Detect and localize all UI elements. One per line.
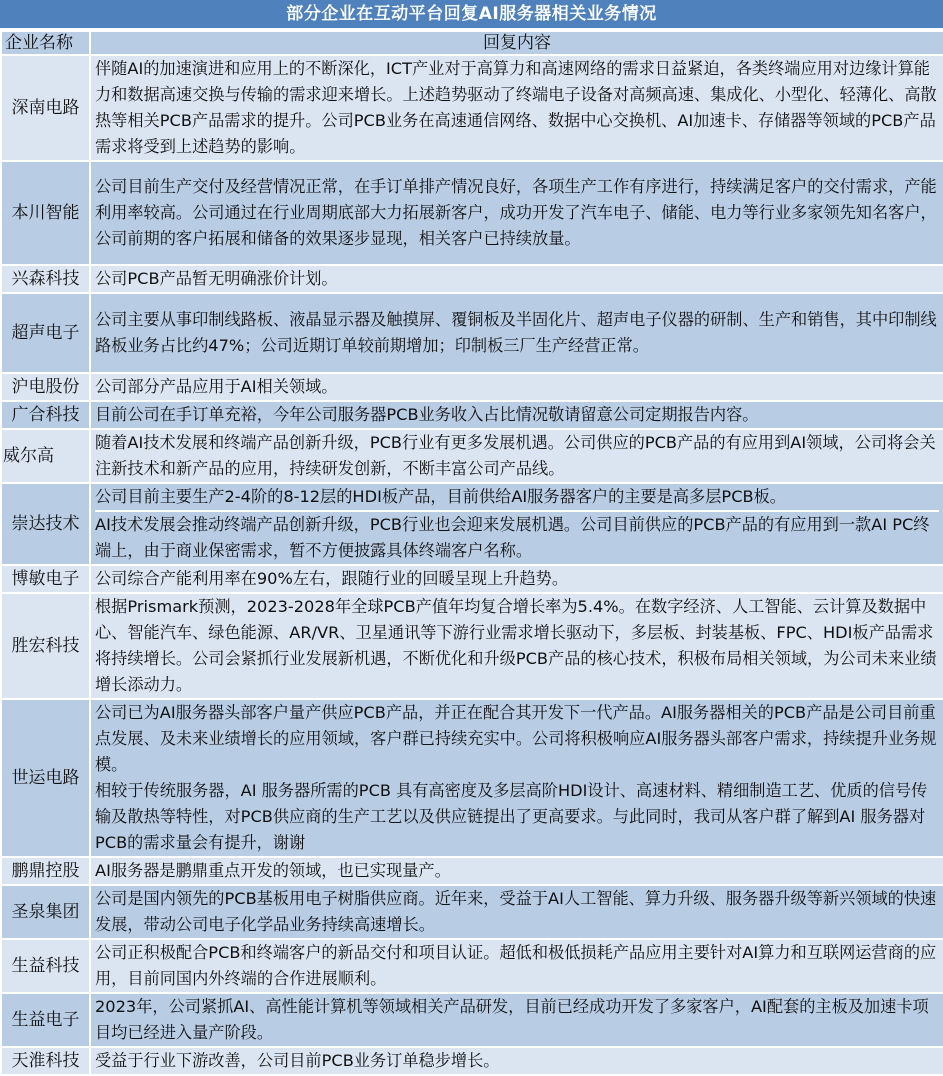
- reply-paragraph: 目前公司在手订单充裕，今年公司服务器PCB业务收入占比情况敬请留意公司定期报告内容。: [95, 405, 759, 424]
- table-row: [1, 699, 943, 857]
- table-row: [1, 993, 943, 1047]
- table-row: [1, 161, 943, 265]
- company-name-cell: 圣泉集团: [1, 885, 90, 939]
- company-name-cell: 兴森科技: [1, 265, 90, 293]
- company-name-cell: 广合科技: [1, 401, 90, 429]
- table-row: [1, 1047, 943, 1075]
- reply-paragraph: 根据Prismark预测，2023-2028年全球PCB产值年均复合增长率为5.4%。在数字经济、人工智能、云计算及数据中心、智能汽车、绿色能源、AR/VR、卫星通讯等下游行业需求增长驱动下，多层板、封装基板、FPC、HDI板产品需求将持续增长。公司会紧抓行业发展新机遇，不断优化和升级PCB产品的核心技术，积极布局相关领域，为公司未来业绩增长添动力。: [95, 597, 937, 694]
- reply-content-cell: [90, 483, 943, 565]
- reply-paragraph: 公司目前主要生产2-4阶的8-12层的HDI板产品，目前供给AI服务器客户的主要是高多层PCB板。: [95, 484, 939, 512]
- company-name-cell: 胜宏科技: [1, 593, 90, 699]
- reply-content-cell: [90, 161, 943, 265]
- table-row: [1, 401, 943, 429]
- table-row: [1, 373, 943, 401]
- reply-paragraph: 公司正积极配合PCB和终端客户的新品交付和项目认证。超低和极低损耗产品应用主要针对AI算力和互联网运营商的应用，目前同国内外终端的合作进展顺利。: [95, 943, 937, 988]
- table-header-row: [1, 31, 943, 55]
- table-row: [1, 293, 943, 373]
- reply-paragraph: 伴随AI的加速演进和应用上的不断深化，ICT产业对于高算力和高速网络的需求日益紧迫，各类终端应用对边缘计算能力和数据高速交换与传输的需求迎来增长。上述趋势驱动了终端电子设备对高频高速、集成化、小型化、轻薄化、高散热等相关PCB产品需求的提升。公司PCB业务在高速通信网络、数据中心交换机、AI加速卡、存储器等领域的PCB产品需求将受到上述趋势的影响。: [95, 59, 937, 156]
- reply-paragraph: 公司是国内领先的PCB基板用电子树脂供应商。近年来，受益于AI人工智能、算力升级、服务器升级等新兴领域的快速发展，带动公司电子化学品业务持续高速增长。: [95, 889, 937, 934]
- table-row: [1, 55, 943, 161]
- company-name-cell: 生益电子: [1, 993, 90, 1047]
- table-row: [1, 565, 943, 593]
- reply-paragraph: 公司综合产能利用率在90%左右，跟随行业的回暖呈现上升趋势。: [95, 569, 569, 588]
- reply-paragraph: AI服务器是鹏鼎重点开发的领域，也已实现量产。: [95, 861, 451, 880]
- reply-paragraph: 受益于行业下游改善，公司目前PCB业务订单稳步增长。: [95, 1051, 500, 1070]
- company-name-cell: 生益科技: [1, 939, 90, 993]
- reply-content-cell: [90, 293, 943, 373]
- company-name-cell: 崇达技术: [1, 483, 90, 565]
- table-row: [1, 483, 943, 565]
- reply-table: [0, 30, 943, 1076]
- reply-content-cell: [90, 565, 943, 593]
- reply-content-cell: [90, 939, 943, 993]
- company-name-cell: 世运电路: [1, 699, 90, 857]
- table-title: 部分企业在互动平台回复AI服务器相关业务情况: [0, 0, 943, 30]
- company-name-cell: 鹏鼎控股: [1, 857, 90, 885]
- reply-content-cell: [90, 1047, 943, 1075]
- reply-content-cell: [90, 401, 943, 429]
- reply-content-cell: [90, 429, 943, 483]
- table-row: [1, 429, 943, 483]
- reply-content-cell: [90, 593, 943, 699]
- table-row: [1, 939, 943, 993]
- column-header-reply-content: 回复内容: [90, 31, 943, 55]
- reply-content-cell: [90, 885, 943, 939]
- company-name-cell: 沪电股份: [1, 373, 90, 401]
- company-name-cell: 天淮科技: [1, 1047, 90, 1075]
- reply-paragraph: 公司已为AI服务器头部客户量产供应PCB产品，并正在配合其开发下一代产品。AI服务器相关的PCB产品是公司目前重点发展、及未来业绩增长的应用领域，客户群已持续充实中。公司将积极响应AI服务器头部客户需求，持续提升业务规模。: [95, 703, 937, 774]
- company-name-cell: 本川智能: [1, 161, 90, 265]
- reply-paragraph: 公司部分产品应用于AI相关领域。: [95, 377, 338, 396]
- company-name-cell: 威尔高: [1, 429, 90, 483]
- company-name-cell: 博敏电子: [1, 565, 90, 593]
- company-name-cell: 深南电路: [1, 55, 90, 161]
- table-body: [1, 55, 943, 1075]
- reply-paragraph: 2023年，公司紧抓AI、高性能计算机等领域相关产品研发，目前已经成功开发了多家客户，AI配套的主板及加速卡项目均已经进入量产阶段。: [95, 997, 929, 1042]
- reply-content-cell: [90, 993, 943, 1047]
- column-header-company-name: 企业名称: [1, 31, 90, 55]
- reply-paragraph: 相较于传统服务器，AI 服务器所需的PCB 具有高密度及多层高阶HDI设计、高速材料、精细制造工艺、优质的信号传输及散热等特性，对PCB供应商的生产工艺以及供应链提出了更高要求。与此同时，我司从客户群了解到AI 服务器对PCB的需求量会有提升，谢谢: [95, 781, 928, 852]
- table-row: [1, 593, 943, 699]
- reply-paragraph: AI技术发展会推动终端产品创新升级，PCB行业也会迎来发展机遇。公司目前供应的PCB产品的有应用到一款AI PC终端上，由于商业保密需求，暂不方便披露具体终端客户名称。: [95, 515, 930, 560]
- reply-content-cell: [90, 55, 943, 161]
- reply-paragraph: 公司PCB产品暂无明确涨价计划。: [95, 269, 338, 288]
- reply-content-cell: [90, 265, 943, 293]
- reply-paragraph: 公司目前生产交付及经营情况正常，在手订单排产情况良好，各项生产工作有序进行，持续满足客户的交付需求，产能利用率较高。公司通过在行业周期底部大力拓展新客户，成功开发了汽车电子、储能、电力等行业多家领先知名客户，公司前期的客户拓展和储备的效果逐步显现，相关客户已持续放量。: [95, 177, 937, 248]
- table-row: [1, 265, 943, 293]
- company-name-cell: 超声电子: [1, 293, 90, 373]
- reply-content-cell: [90, 857, 943, 885]
- reply-paragraph: 公司主要从事印制线路板、液晶显示器及触摸屏、覆铜板及半固化片、超声电子仪器的研制、生产和销售，其中印制线路板业务占比约47%；公司近期订单较前期增加；印制板三厂生产经营正常。: [95, 310, 937, 355]
- reply-paragraph: 随着AI技术发展和终端产品创新升级，PCB行业有更多发展机遇。公司供应的PCB产品的有应用到AI领域，公司将会关注新技术和新产品的应用，持续研发创新，不断丰富公司产品线。: [95, 433, 936, 478]
- reply-content-cell: [90, 699, 943, 857]
- reply-content-cell: [90, 373, 943, 401]
- table-row: [1, 885, 943, 939]
- table-row: [1, 857, 943, 885]
